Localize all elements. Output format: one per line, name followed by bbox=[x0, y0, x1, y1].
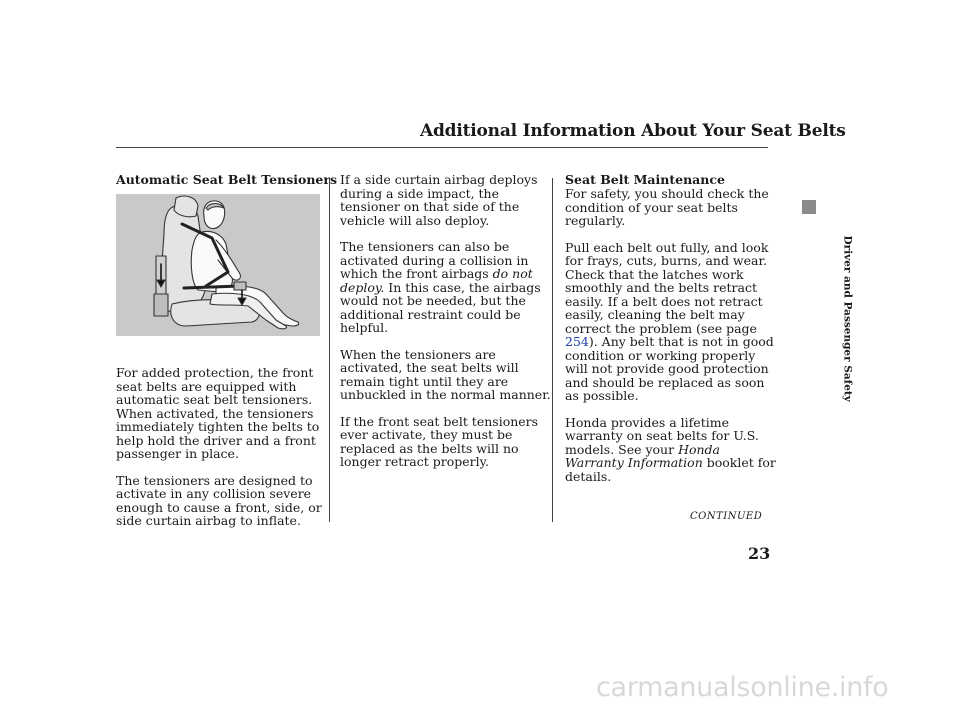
paragraph-inspect bbox=[565, 241, 780, 403]
section-heading-tensioners: Automatic Seat Belt Tensioners bbox=[116, 172, 338, 187]
middle-column-text bbox=[340, 173, 555, 482]
paragraph-tensioners-intro: For added protection, the front seat belts are equipped with automatic seat belt tensioners. When activated, the tensioners immediately tighten the belts to help hold the driver and a front passenger in place. bbox=[116, 365, 320, 461]
paragraph-inspect-text-2: ). Any belt that is not in good condition or working properly will not provide good protection and should be replaced as soon as possible. bbox=[565, 334, 774, 403]
section-side-label: Driver and Passenger Safety bbox=[841, 235, 854, 402]
paragraph-no-deploy-text-2: In this case, the airbags would not be needed, but the additional restraint could be helpful. bbox=[340, 279, 541, 335]
emphasis-do-not-deploy: do not deploy. bbox=[340, 266, 533, 295]
paragraph-warranty-text-1: Honda provides a lifetime warranty on seat belts for U.S. models. See your bbox=[565, 414, 759, 457]
paragraph-remain-tight: When the tensioners are activated, the seat belts will remain tight until they are unbuckled in the normal manner. bbox=[340, 346, 551, 402]
page-number: 23 bbox=[748, 544, 771, 563]
emphasis-warranty-booklet: Honda Warranty Information bbox=[565, 441, 720, 470]
left-column-text bbox=[116, 366, 331, 541]
paragraph-side-curtain: If a side curtain airbag deploys during a side impact, the tensioner on that side of the vehicle will also deploy. bbox=[340, 172, 538, 228]
seated-passenger-icon bbox=[116, 194, 320, 336]
section-tab-marker bbox=[802, 200, 816, 214]
paragraph-warranty-text-2: booklet for details. bbox=[565, 455, 776, 484]
page-reference-link[interactable]: 254 bbox=[565, 334, 589, 349]
paragraph-no-deploy-text-1: The tensioners can also be activated during a collision in which the front airbags bbox=[340, 239, 529, 281]
paragraph-no-deploy bbox=[340, 240, 555, 335]
paragraph-replace: If the front seat belt tensioners ever activate, they must be replaced as the belts will no longer retract properly. bbox=[340, 413, 539, 469]
continued-label: CONTINUED bbox=[690, 511, 763, 522]
watermark: carmanualsonline.info bbox=[596, 672, 889, 703]
right-column-text bbox=[565, 187, 780, 496]
paragraph-warranty bbox=[565, 416, 780, 484]
paragraph-check-condition: For safety, you should check the condition of your seat belts regularly. bbox=[565, 186, 769, 228]
paragraph-tensioners-activation: The tensioners are designed to activate in any collision severe enough to cause a front, side, or side curtain airbag to inflate. bbox=[116, 472, 322, 528]
paragraph-inspect-text-1: Pull each belt out fully, and look for frays, cuts, burns, and wear. Check that the latches work smoothly and the belts retract easily. If a belt does not retract easily, cleaning the belt may correct the problem (see page bbox=[565, 239, 769, 336]
seat-belt-tensioner-illustration bbox=[116, 194, 320, 336]
page-title: Additional Information About Your Seat Belts bbox=[420, 121, 846, 141]
section-heading-maintenance: Seat Belt Maintenance bbox=[565, 172, 725, 187]
title-divider bbox=[116, 147, 768, 148]
